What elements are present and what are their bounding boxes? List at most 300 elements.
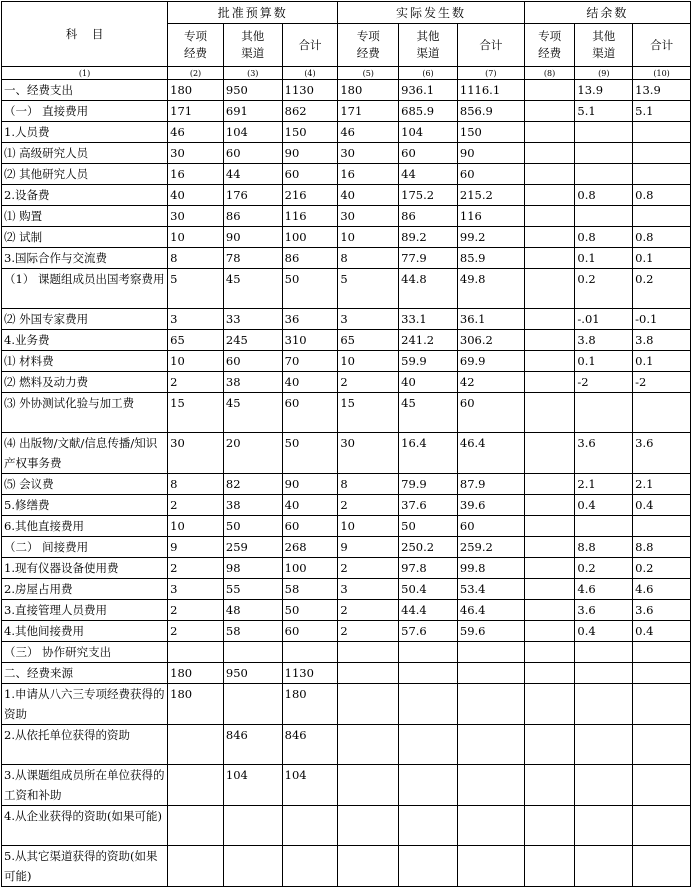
table-cell [338,642,399,663]
column-number: (2) [168,67,224,80]
table-cell: 97.8 [399,558,458,579]
table-cell: 5.1 [575,101,633,122]
sub-column-header: 合计 [282,24,338,67]
table-cell: 45 [223,269,282,309]
table-cell: 5 [168,269,224,309]
row-label: ⑵ 试制 [2,227,168,248]
table-cell [524,474,575,495]
table-cell: 3.8 [633,330,691,351]
table-cell: 86 [282,248,338,269]
table-cell: 10 [168,227,224,248]
table-cell: 46 [338,122,399,143]
table-cell: 691 [223,101,282,122]
table-cell [457,725,524,765]
table-cell: 2 [338,495,399,516]
table-cell [338,846,399,887]
row-label: 1.现有仪器设备使用费 [2,558,168,579]
table-cell: 3 [338,309,399,330]
table-cell: 250.2 [399,537,458,558]
table-cell [633,806,691,846]
table-cell [338,684,399,725]
table-cell: 0.1 [633,351,691,372]
table-cell [524,600,575,621]
table-cell: 90 [457,143,524,164]
table-cell: 33.1 [399,309,458,330]
sub-column-header: 其他 渠道 [399,24,458,67]
table-cell: 846 [223,725,282,765]
table-cell [575,684,633,725]
column-number: (7) [457,67,524,80]
table-cell [168,765,224,806]
table-cell [524,806,575,846]
table-cell: 86 [399,206,458,227]
table-cell [524,122,575,143]
table-cell: 50 [282,269,338,309]
column-number: (10) [633,67,691,80]
table-cell: 90 [282,474,338,495]
table-cell [524,621,575,642]
table-cell [575,143,633,164]
table-cell: 90 [223,227,282,248]
table-cell: 46.4 [457,600,524,621]
table-row [2,185,691,206]
table-cell: 2 [168,558,224,579]
table-cell [524,579,575,600]
table-cell [575,806,633,846]
table-cell: 50 [282,433,338,474]
table-cell: 245 [223,330,282,351]
table-cell [633,122,691,143]
table-cell: 4.6 [575,579,633,600]
table-cell: 48 [223,600,282,621]
table-cell [524,537,575,558]
table-cell [575,663,633,684]
table-cell: 2 [168,495,224,516]
row-label: ⑵ 外国专家费用 [2,309,168,330]
table-cell: 116 [282,206,338,227]
table-cell [524,80,575,101]
table-cell: 180 [282,684,338,725]
table-row [2,351,691,372]
table-row [2,846,691,887]
table-cell: 0.8 [575,227,633,248]
table-cell: 36.1 [457,309,524,330]
table-cell [575,122,633,143]
table-cell: 2 [168,372,224,393]
table-cell: 8.8 [633,537,691,558]
table-cell: 57.6 [399,621,458,642]
table-cell [338,765,399,806]
table-cell: 100 [282,558,338,579]
table-cell [282,642,338,663]
table-cell: 59.9 [399,351,458,372]
table-cell: 0.8 [575,185,633,206]
table-cell: 77.9 [399,248,458,269]
table-cell: 60 [399,143,458,164]
table-cell: 44 [399,164,458,185]
table-cell: 950 [223,80,282,101]
table-cell: 216 [282,185,338,206]
table-row [2,600,691,621]
table-cell: 38 [223,495,282,516]
table-cell: 3.6 [633,600,691,621]
table-cell: 49.8 [457,269,524,309]
table-cell: -.01 [575,309,633,330]
table-cell: 846 [282,725,338,765]
sub-column-header: 其他 渠道 [575,24,633,67]
table-cell: 10 [168,351,224,372]
table-cell [633,846,691,887]
group-header-balance: 结余数 [524,2,690,24]
table-cell [524,684,575,725]
column-number: (5) [338,67,399,80]
table-cell [457,846,524,887]
table-cell: 8 [168,248,224,269]
table-cell: 70 [282,351,338,372]
table-cell: 176 [223,185,282,206]
table-cell [399,684,458,725]
table-cell [524,516,575,537]
table-cell: 2 [338,372,399,393]
table-cell: 1116.1 [457,80,524,101]
table-cell: 30 [168,206,224,227]
table-cell: 55 [223,579,282,600]
table-cell: 5 [338,269,399,309]
column-number: (3) [223,67,282,80]
table-cell [457,806,524,846]
table-row [2,372,691,393]
table-cell: 33 [223,309,282,330]
table-cell: 50 [399,516,458,537]
table-cell: 58 [223,621,282,642]
table-cell: 0.1 [575,248,633,269]
table-cell: 2 [168,621,224,642]
row-label: （三） 协作研究支出 [2,642,168,663]
table-cell [168,806,224,846]
table-cell: 89.2 [399,227,458,248]
column-number: (8) [524,67,575,80]
table-cell [633,642,691,663]
table-cell: 13.9 [575,80,633,101]
table-row [2,642,691,663]
row-label: ⑵ 燃料及动力费 [2,372,168,393]
row-label: 4.其他间接费用 [2,621,168,642]
table-row [2,806,691,846]
table-row [2,122,691,143]
table-cell: 50.4 [399,579,458,600]
table-cell [338,663,399,684]
table-cell: 30 [168,143,224,164]
table-cell [575,206,633,227]
table-cell [524,846,575,887]
table-cell: 862 [282,101,338,122]
table-row [2,248,691,269]
table-row [2,621,691,642]
row-label: （1） 课题组成员出国考察费用 [2,269,168,309]
table-cell: 10 [338,516,399,537]
table-cell: 2 [338,558,399,579]
table-cell: 936.1 [399,80,458,101]
table-cell: 215.2 [457,185,524,206]
table-cell: 42 [457,372,524,393]
row-label: 4.从企业获得的资助(如果可能) [2,806,168,846]
table-cell: 90 [282,143,338,164]
row-label: 2.从依托单位获得的资助 [2,725,168,765]
table-cell: 16.4 [399,433,458,474]
table-cell: 856.9 [457,101,524,122]
table-cell: 99.2 [457,227,524,248]
table-row [2,309,691,330]
table-cell: 39.6 [457,495,524,516]
sub-column-header: 合计 [457,24,524,67]
row-label: 3.国际合作与交流费 [2,248,168,269]
row-label: 3.直接管理人员费用 [2,600,168,621]
table-cell: 78 [223,248,282,269]
table-cell: 30 [338,433,399,474]
table-cell: 180 [338,80,399,101]
table-cell: 8 [168,474,224,495]
table-cell: 0.1 [633,248,691,269]
table-cell: 104 [223,765,282,806]
table-cell [524,330,575,351]
table-cell: 50 [282,600,338,621]
table-cell: 98 [223,558,282,579]
table-cell: -2 [633,372,691,393]
table-cell: 268 [282,537,338,558]
table-cell: 0.2 [575,269,633,309]
row-label: ⑴ 购置 [2,206,168,227]
row-label: 5.修缮费 [2,495,168,516]
table-cell: 3 [338,579,399,600]
group-header-actual: 实际发生数 [338,2,524,24]
row-label: 6.其他直接费用 [2,516,168,537]
table-cell: 180 [168,80,224,101]
table-cell [633,663,691,684]
table-cell [633,765,691,806]
table-cell [575,642,633,663]
table-cell [399,663,458,684]
row-label: ⑵ 其他研究人员 [2,164,168,185]
table-cell: 82 [223,474,282,495]
table-row [2,765,691,806]
table-cell: 171 [338,101,399,122]
table-cell: 13.9 [633,80,691,101]
table-cell: 85.9 [457,248,524,269]
table-cell [168,642,224,663]
table-cell: 0.8 [633,185,691,206]
table-cell: 175.2 [399,185,458,206]
table-row [2,433,691,474]
table-row [2,537,691,558]
group-header-approved: 批准预算数 [168,2,338,24]
table-cell [524,206,575,227]
table-cell: 45 [399,393,458,433]
table-cell: 0.4 [633,495,691,516]
table-row [2,474,691,495]
table-cell: 38 [223,372,282,393]
table-cell [399,642,458,663]
table-cell: 104 [282,765,338,806]
table-cell [524,495,575,516]
table-cell: 37.6 [399,495,458,516]
table-cell: 8 [338,248,399,269]
table-cell [457,642,524,663]
row-label: 4.业务费 [2,330,168,351]
table-cell: 60 [282,164,338,185]
row-label: 5.从其它渠道获得的资助(如果可能) [2,846,168,887]
table-cell: 2 [168,600,224,621]
table-cell: 59.6 [457,621,524,642]
table-cell [524,185,575,206]
table-cell: 36 [282,309,338,330]
table-cell [524,372,575,393]
table-cell: 15 [168,393,224,433]
row-label: 3.从课题组成员所在单位获得的工资和补助 [2,765,168,806]
table-cell: 40 [282,372,338,393]
table-cell: 3 [168,579,224,600]
table-cell: 30 [168,433,224,474]
row-label: （二） 间接费用 [2,537,168,558]
table-cell [575,516,633,537]
table-cell [524,269,575,309]
table-cell: 60 [223,351,282,372]
table-cell: 0.4 [575,495,633,516]
table-row [2,516,691,537]
table-cell: 15 [338,393,399,433]
row-label: 2.房屋占用费 [2,579,168,600]
table-cell: 0.8 [633,227,691,248]
table-cell: 104 [223,122,282,143]
table-cell: 8.8 [575,537,633,558]
table-cell: 79.9 [399,474,458,495]
table-cell: 0.4 [575,621,633,642]
table-cell: 87.9 [457,474,524,495]
table-cell [524,765,575,806]
table-cell [524,725,575,765]
table-cell: 40 [168,185,224,206]
table-cell [633,725,691,765]
table-cell [223,684,282,725]
table-cell: 3 [168,309,224,330]
table-row [2,143,691,164]
table-cell: 16 [338,164,399,185]
table-cell [575,164,633,185]
table-cell [457,684,524,725]
table-cell: 0.4 [633,621,691,642]
table-row [2,684,691,725]
table-cell: 65 [338,330,399,351]
row-label: ⑸ 会议费 [2,474,168,495]
row-label: ⑴ 高级研究人员 [2,143,168,164]
table-row [2,269,691,309]
table-cell [282,846,338,887]
table-cell: 2.1 [575,474,633,495]
table-cell: 150 [282,122,338,143]
table-cell [399,725,458,765]
table-cell: 4.6 [633,579,691,600]
table-cell: 30 [338,143,399,164]
table-cell: 3.6 [575,600,633,621]
table-cell [575,765,633,806]
table-cell: 9 [168,537,224,558]
table-cell [457,663,524,684]
row-label: 1.人员费 [2,122,168,143]
table-cell: 10 [338,227,399,248]
subject-header: 科 目 [2,2,168,67]
table-cell [282,806,338,846]
row-label: （一） 直接费用 [2,101,168,122]
table-cell: 116 [457,206,524,227]
table-cell: 950 [223,663,282,684]
table-cell: 2 [338,621,399,642]
table-cell: 3.6 [575,433,633,474]
row-label: ⑴ 材料费 [2,351,168,372]
table-cell [338,806,399,846]
table-cell: 180 [168,663,224,684]
table-cell: 306.2 [457,330,524,351]
table-cell [399,806,458,846]
table-cell: 3.8 [575,330,633,351]
table-cell: 104 [399,122,458,143]
column-number: (1) [2,67,168,80]
table-row [2,164,691,185]
table-cell [524,309,575,330]
column-number: (4) [282,67,338,80]
table-cell [168,725,224,765]
table-cell: 86 [223,206,282,227]
table-cell: 44.8 [399,269,458,309]
table-cell [524,433,575,474]
table-row [2,101,691,122]
table-cell: 2.1 [633,474,691,495]
table-cell: 40 [282,495,338,516]
table-cell: 60 [282,516,338,537]
table-cell: 53.4 [457,579,524,600]
table-cell: 60 [223,143,282,164]
table-cell: 100 [282,227,338,248]
table-cell [524,351,575,372]
table-cell [457,765,524,806]
table-cell: 30 [338,206,399,227]
table-cell: 9 [338,537,399,558]
row-label: ⑷ 出版物/文献/信息传播/知识产权事务费 [2,433,168,474]
table-cell: 310 [282,330,338,351]
table-cell [524,143,575,164]
table-cell [524,248,575,269]
row-label: ⑶ 外协测试化验与加工费 [2,393,168,433]
table-cell [633,516,691,537]
table-cell: 20 [223,433,282,474]
table-cell [223,642,282,663]
table-cell: 1130 [282,663,338,684]
sub-column-header: 专项 经费 [168,24,224,67]
table-cell: 2 [338,600,399,621]
table-cell: 259 [223,537,282,558]
table-cell: 3.6 [633,433,691,474]
table-cell: -2 [575,372,633,393]
table-cell: 241.2 [399,330,458,351]
table-cell: 16 [168,164,224,185]
table-cell: 685.9 [399,101,458,122]
table-cell: 0.2 [633,558,691,579]
table-cell: 0.2 [575,558,633,579]
column-number: (9) [575,67,633,80]
row-label: 一、经费支出 [2,80,168,101]
table-cell: 1130 [282,80,338,101]
table-cell: 10 [168,516,224,537]
table-cell: 50 [223,516,282,537]
table-cell: 45 [223,393,282,433]
